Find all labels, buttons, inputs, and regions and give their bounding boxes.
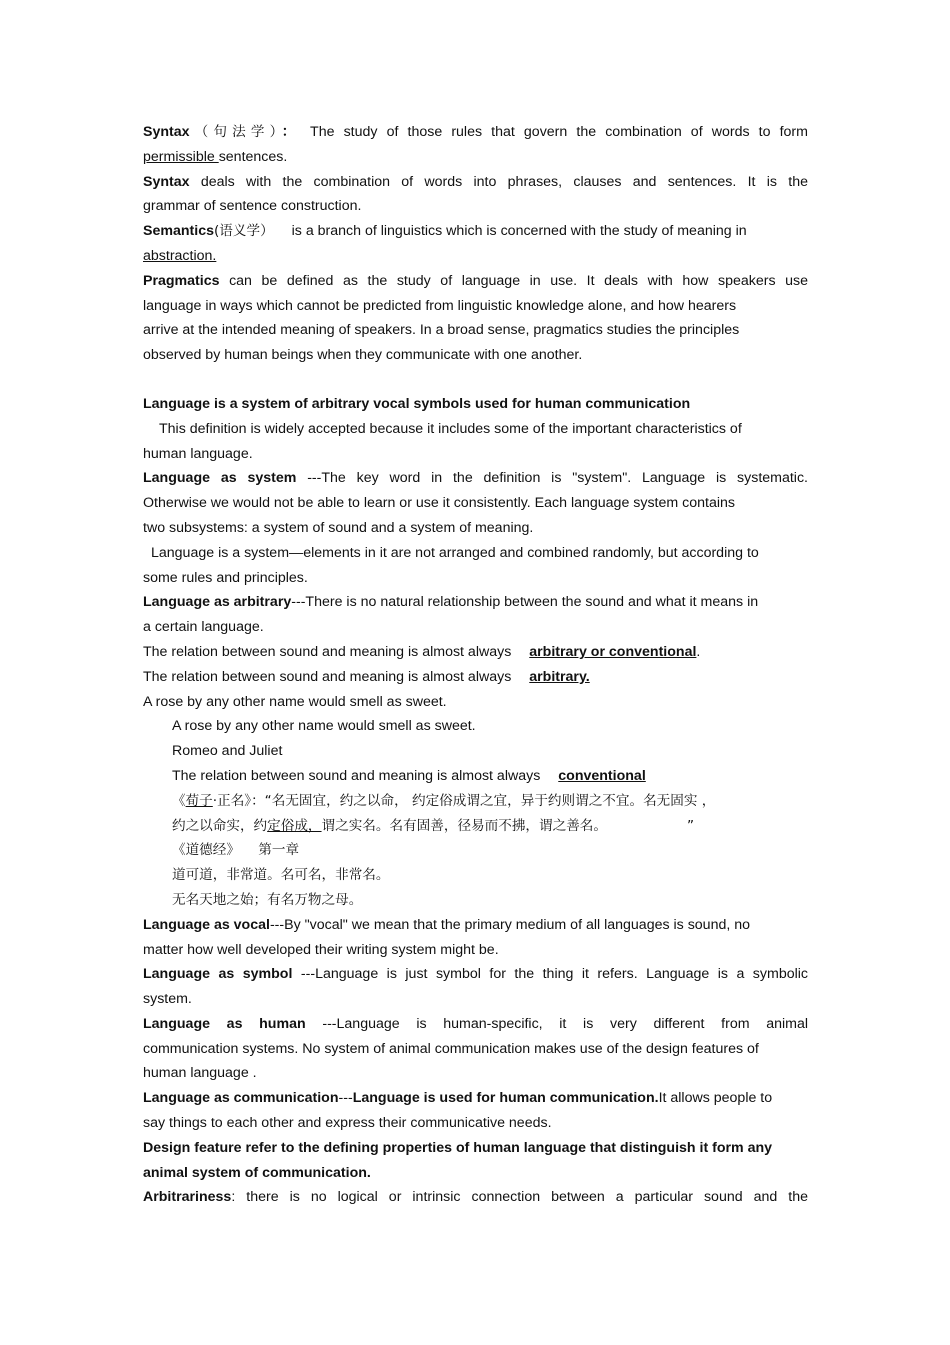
document-page (143, 120, 808, 1210)
text: 第一章 (258, 842, 300, 859)
zh-gloss: (语义学） (213, 223, 274, 240)
daode-line1: 道可道，非常道。名可名，非常名。 (172, 867, 390, 884)
symbol-line1 (143, 962, 808, 987)
xunzi-line1 (143, 789, 808, 814)
text: ---Language is just symbol for the thing it refers. Language is a symbolic (300, 966, 808, 983)
semantics-line2 (143, 244, 808, 269)
design-feature-line1: Design feature refer to the defining properties of human language that distinguish it form any (143, 1139, 773, 1156)
xunzi-line2 (143, 814, 808, 839)
pragmatics-line3: arrive at the intended meaning of speakers. In a broad sense, pragmatics studies the principles (143, 322, 740, 339)
syntax-definition-line2 (143, 145, 808, 170)
text: The relation between sound and meaning is almost always (143, 668, 512, 685)
text: 《 (172, 792, 186, 809)
text: ---There is no natural relationship between the sound and what it means in (291, 594, 759, 611)
text: ---Language is human-specific, it is very different from animal (322, 1015, 809, 1032)
text: : there is no logical or intrinsic connection between a particular sound and the (231, 1189, 808, 1206)
quote-relation (143, 764, 808, 789)
pragmatics-line1 (143, 269, 808, 294)
text: The relation between sound and meaning is almost always (172, 767, 541, 784)
text: is a branch of linguistics which is concerned with the study of meaning in (291, 223, 747, 240)
underlined-text: permissible (143, 148, 219, 165)
text: --- (338, 1090, 353, 1107)
term-arbitrariness: Arbitrariness (143, 1189, 232, 1206)
arbitrary-line2: a certain language. (143, 619, 264, 636)
quote-rose: A rose by any other name would smell as sweet. (172, 718, 476, 735)
relation-line-1 (143, 640, 808, 665)
colon: ： (281, 124, 301, 140)
keyword: arbitrary or conventional (529, 643, 697, 660)
communication-line2: say things to each other and express their communicative needs. (143, 1115, 552, 1132)
semantics-line1 (143, 219, 808, 244)
system-line3: two subsystems: a system of sound and a system of meaning. (143, 519, 534, 536)
daode-line2: 无名天地之始；有名万物之母。 (172, 891, 363, 908)
system-line1 (143, 466, 808, 491)
relation-line-2 (143, 665, 808, 690)
definition-line1: This definition is widely accepted because it includes some of the important characteristics of (159, 420, 742, 437)
quote-romeo: Romeo and Juliet (172, 743, 283, 760)
paragraph-gap (143, 368, 808, 392)
arbitrariness-line1 (143, 1185, 808, 1210)
term-human: Language as human (143, 1015, 306, 1032)
text: 约之以命实，约 (172, 817, 268, 834)
term-communication: Language as communication (143, 1090, 339, 1107)
text: sentences. (218, 148, 288, 165)
term-vocal: Language as vocal (143, 916, 270, 933)
term-pragmatics: Pragmatics (143, 272, 220, 289)
text: It allows people to (658, 1090, 773, 1107)
text: 《道德经》 (172, 842, 240, 859)
term-system: Language as system (143, 470, 297, 487)
keyword: conventional (558, 767, 646, 784)
text: . (696, 643, 701, 660)
term-arbitrary: Language as arbitrary (143, 594, 292, 611)
design-feature-line2: animal system of communication. (143, 1164, 371, 1181)
vocal-line1 (143, 913, 808, 938)
arbitrary-line1 (143, 590, 808, 615)
syntax-definition-line1 (143, 120, 808, 145)
text: ---The key word in the definition is "system". Language is systematic. (307, 470, 808, 487)
term-symbol: Language as symbol (143, 966, 293, 983)
text: deals with the combination of words into phrases, clauses and sentences. It is the (200, 173, 808, 190)
definition-line2: human language. (143, 445, 253, 462)
term-semantics: Semantics (143, 223, 214, 240)
syntax-deals-line2: grammar of sentence construction. (143, 198, 362, 215)
system-line4: Language is a system—elements in it are not arranged and combined randomly, but according to (151, 544, 759, 561)
system-line2: Otherwise we would not be able to learn or use it consistently. Each language system contains (143, 495, 735, 512)
term-syntax: Syntax (143, 173, 190, 190)
term-syntax: Syntax (143, 124, 190, 140)
vocal-line2: matter how well developed their writing system might be. (143, 941, 499, 958)
zh-gloss: （句法学） (189, 124, 282, 140)
system-line5: some rules and principles. (143, 569, 308, 586)
text: ---By "vocal" we mean that the primary medium of all languages is sound, no (269, 916, 751, 933)
human-line2: communication systems. No system of animal communication makes use of the design features of (143, 1040, 759, 1057)
bold-text: Language is used for human communication. (352, 1090, 659, 1107)
daode-title (143, 838, 808, 863)
rose-line: A rose by any other name would smell as sweet. (143, 693, 447, 710)
underlined-text: abstraction. (143, 247, 217, 264)
text: ·正名》：“名无固宜，约之以命， 约定俗成谓之宜，异于约则谓之不宜。名无固实 ， (212, 792, 716, 809)
human-line1 (143, 1012, 808, 1037)
definition-heading: Language is a system of arbitrary vocal symbols used for human communication (143, 395, 691, 412)
symbol-line2: system. (143, 991, 192, 1008)
text: The study of those rules that govern the combination of words to form (310, 124, 808, 140)
underlined-text: 定俗成， (267, 817, 322, 834)
text: 谓之实名。名有固善，径易而不拂，谓之善名。 (321, 817, 607, 834)
underlined-text: 荀子 (185, 792, 213, 809)
syntax-deals-line1 (143, 170, 808, 195)
keyword: arbitrary. (529, 668, 590, 685)
pragmatics-line2: language in ways which cannot be predicted from linguistic knowledge alone, and how hearers (143, 297, 737, 314)
pragmatics-line4: observed by human beings when they communicate with one another. (143, 347, 583, 364)
text: ” (687, 817, 695, 834)
human-line3: human language . (143, 1065, 257, 1082)
text: can be defined as the study of language in use. It deals with how speakers use (229, 272, 808, 289)
communication-line1 (143, 1086, 808, 1111)
text: The relation between sound and meaning is almost always (143, 643, 512, 660)
